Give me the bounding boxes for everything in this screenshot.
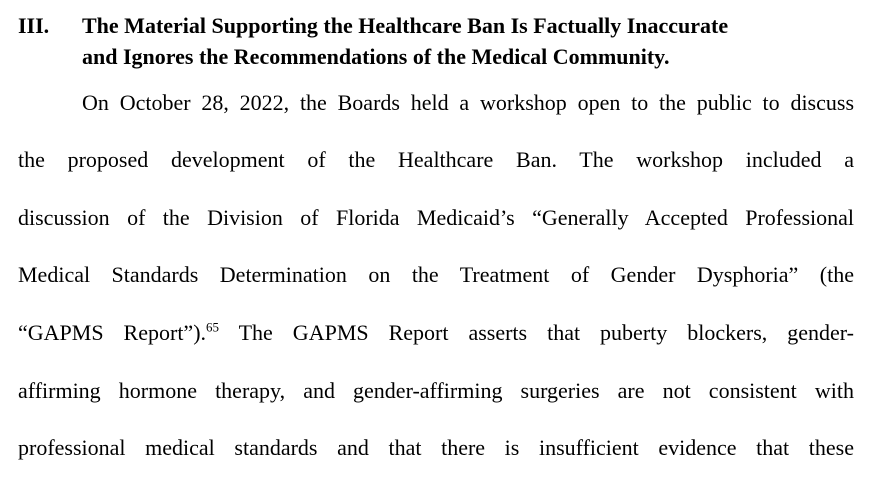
paragraph-line-4: Medical Standards Determination on the Treatment of Gender Dysphoria” (the [18,262,854,287]
section-heading [18,10,868,72]
section-title-line-1: The Material Supporting the Healthcare Ban Is Factually Inaccurate [82,13,729,38]
paragraph-line-1: On October 28, 2022, the Boards held a workshop open to the public to discuss [82,90,854,115]
gapms-assertion-text: The GAPMS Report asserts that puberty blockers, gender- [219,320,854,345]
section-title-line-2: and Ignores the Recommendations of the Medical Community. [82,44,670,69]
paragraph-line-2: the proposed development of the Healthcare Ban. The workshop included a [18,147,854,172]
paragraph-line-6: affirming hormone therapy, and gender-affirming surgeries are not consistent with [18,378,854,403]
footnote-ref[interactable]: 65 [206,319,220,335]
paragraph-line-5 [18,318,854,348]
gapms-report-text: “GAPMS Report”). [18,320,207,345]
paragraph-line-7: professional medical standards and that there is insufficient evidence that these [18,435,854,460]
section-number: III. [18,13,50,38]
section-title [82,10,868,72]
paragraph-line-3: discussion of the Division of Florida Medicaid’s “Generally Accepted Professional [18,205,854,230]
